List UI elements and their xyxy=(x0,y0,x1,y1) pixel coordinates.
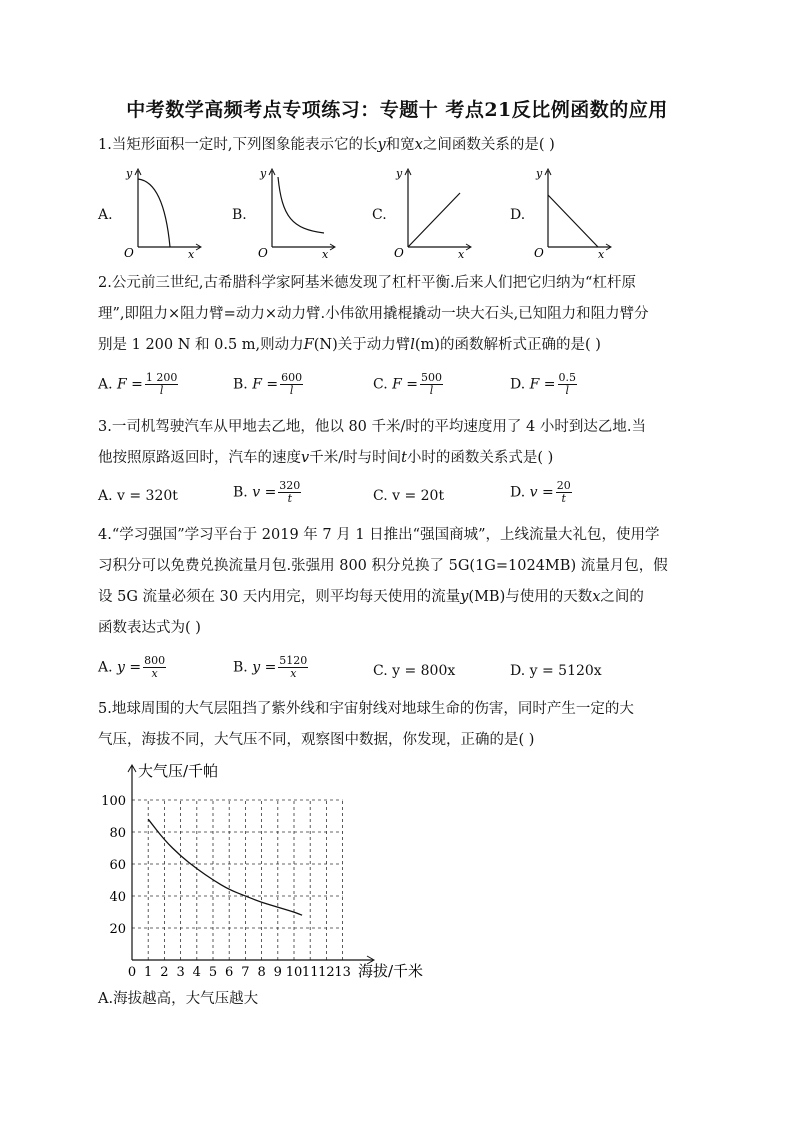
y-tick-label: 40 xyxy=(109,890,126,905)
q1-option-d-label: D. xyxy=(510,207,526,223)
x-tick-label: 2 xyxy=(160,965,169,980)
x-tick-label: 10 xyxy=(285,965,303,980)
x-tick-label: 13 xyxy=(334,965,351,980)
q1-graph-a xyxy=(118,165,208,260)
q2-option-d: D. F = $\frac{0.5}{l}$ xyxy=(510,371,577,397)
axis-x-label: x xyxy=(458,248,465,260)
question-4-line-1: 4.“学习强国”学习平台于 2019 年 7 月 1 日推出“强国商城”，上线流量大礼包，使用学 xyxy=(98,527,660,543)
q4-option-a: A. y = $\frac{800}{x}$ xyxy=(98,654,166,680)
q3-option-a: A. v = 320t xyxy=(98,488,178,504)
axis-y-label: y xyxy=(260,167,267,180)
x-tick-label: 6 xyxy=(225,965,234,980)
q1-option-b-label: B. xyxy=(232,207,247,223)
q1-graph-c xyxy=(388,165,478,260)
q3-option-d: D. v = $\frac{20}{t}$ xyxy=(510,479,571,505)
q2-option-b: B. F = $\frac{600}{l}$ xyxy=(233,371,303,397)
y-tick-label: 100 xyxy=(101,794,126,809)
q1-option-c-label: C. xyxy=(372,207,387,223)
origin-label: O xyxy=(534,246,544,260)
axis-y-label: y xyxy=(536,167,543,180)
q1-option-a-label: A. xyxy=(98,207,113,223)
x-tick-label: 3 xyxy=(176,965,185,980)
x-tick-label: 5 xyxy=(208,965,218,980)
question-3-line-2: 他按照原路返回时，汽车的速度v千米/时与时间t小时的函数关系式是( ) xyxy=(98,450,554,466)
x-tick-label: 8 xyxy=(257,965,266,980)
q2-option-a: A. F = $\frac{1 200}{l}$ xyxy=(98,371,178,397)
x-tick-label: 0 xyxy=(127,965,137,980)
question-4-line-3: 设 5G 流量必须在 30 天内用完，则平均每天使用的流量y(MB)与使用的天数x之间的 xyxy=(98,589,644,605)
x-tick-label: 9 xyxy=(273,965,282,980)
y-tick-label: 60 xyxy=(109,858,126,873)
question-1-stem: 1.当矩形面积一定时,下列图象能表示它的长y和宽x之间函数关系的是( ) xyxy=(98,137,555,153)
question-3-line-1: 3.一司机驾驶汽车从甲地去乙地，他以 80 千米/时的平均速度用了 4 小时到达乙地.当 xyxy=(98,419,646,435)
q1-graph-d xyxy=(528,165,618,260)
q4-option-d: D. y = 5120x xyxy=(510,663,602,679)
y-tick-label: 20 xyxy=(109,922,126,937)
x-tick-label: 4 xyxy=(192,965,201,980)
origin-label: O xyxy=(258,246,268,260)
question-2-line-1: 2.公元前三世纪,古希腊科学家阿基米德发现了杠杆平衡.后来人们把它归纳为“杠杆原 xyxy=(98,275,636,291)
axis-y-label: y xyxy=(396,167,403,180)
pressure-curve xyxy=(148,819,302,915)
x-tick-label: 11 xyxy=(301,965,319,980)
page-title: 中考数学高频考点专项练习：专题十 考点21反比例函数的应用 xyxy=(126,99,668,121)
axis-y-label: y xyxy=(126,167,133,180)
q2-option-c: C. F = $\frac{500}{l}$ xyxy=(373,371,443,397)
y-tick-label: 80 xyxy=(109,826,126,841)
origin-label: O xyxy=(124,246,134,260)
pressure-chart xyxy=(95,758,455,986)
axis-x-label: x xyxy=(598,248,605,260)
chart-xlabel: 海拔/千米 xyxy=(358,962,424,980)
question-4-line-2: 习积分可以免费兑换流量月包.张强用 800 积分兑换了 5G(1G=1024MB) 流量月包，假 xyxy=(98,558,668,574)
q3-option-c: C. v = 20t xyxy=(373,488,445,504)
q4-option-c: C. y = 800x xyxy=(373,663,456,679)
q5-option-a: A.海拔越高，大气压越大 xyxy=(98,991,259,1007)
question-5-line-2: 气压，海拔不同，大气压不同，观察图中数据，你发现，正确的是( ) xyxy=(98,732,535,748)
question-2-line-3: 别是 1 200 N 和 0.5 m,则动力F(N)关于动力臂l(m)的函数解析式正确的是( ) xyxy=(98,337,601,353)
q1-graph-b xyxy=(252,165,342,260)
q3-option-b: B. v = $\frac{320}{t}$ xyxy=(233,479,301,505)
origin-label: O xyxy=(394,246,404,260)
q4-option-b: B. y = $\frac{5120}{x}$ xyxy=(233,654,308,680)
question-4-line-4: 函数表达式为( ) xyxy=(98,620,201,636)
question-5-line-1: 5.地球周围的大气层阻挡了紫外线和宇宙射线对地球生命的伤害，同时产生一定的大 xyxy=(98,701,634,717)
x-tick-label: 1 xyxy=(144,965,153,980)
axis-x-label: x xyxy=(322,248,329,260)
chart-grid xyxy=(132,800,343,960)
axis-x-label: x xyxy=(188,248,195,260)
x-tick-label: 7 xyxy=(241,965,250,980)
chart-ylabel: 大气压/千帕 xyxy=(138,762,219,780)
question-2-line-2: 理”,即阻力×阻力臂=动力×动力臂.小伟欲用撬棍撬动一块大石头,已知阻力和阻力臂分 xyxy=(98,306,649,322)
x-tick-label: 12 xyxy=(318,965,335,980)
